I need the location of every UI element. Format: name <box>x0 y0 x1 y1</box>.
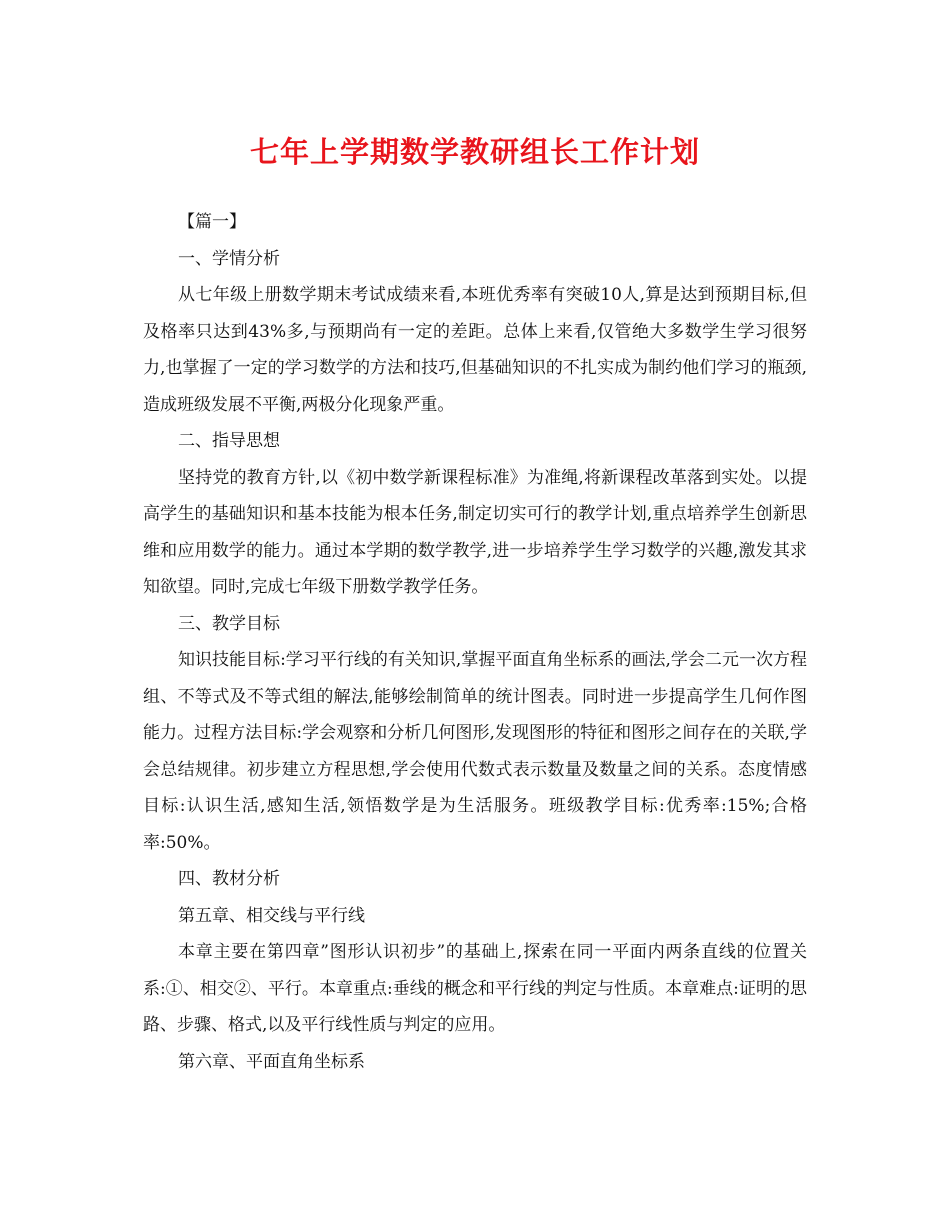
heading-teaching-goals: 三、教学目标 <box>178 613 280 634</box>
chapter-five-heading: 第五章、相交线与平行线 <box>178 905 365 926</box>
paragraph-teaching-goals: 知识技能目标:学习平行线的有关知识,掌握平面直角坐标系的画法,学会二元一次方程组、不等式及不等式组的解法,能够绘制简单的统计图表。同时进一步提高学生几何作图能力。过程方法目标:学会观察和分析几何图形,发现图形的特征和图形之间存在的关联,学会总结规律。初步建立方程思想,学会使用代数式表示数量及数量之间的关系。态度情感目标:认识生活,感知生活,领悟数学是为生活服务。班级教学目标:优秀率:15%;合格率:50%。 <box>143 650 807 853</box>
paragraph-guiding-ideology: 坚持党的教育方针,以《初中数学新课程标准》为准绳,将新课程改革落到实处。以提高学生的基础知识和基本技能为根本任务,制定切实可行的教学计划,重点培养学生创新思维和应用数学的能力。通过本学期的数学教学,进一步培养学生学习数学的兴趣,激发其求知欲望。同时,完成七年级下册数学教学任务。 <box>143 467 807 597</box>
section-marker: 【篇一】 <box>178 212 246 232</box>
chapter-six-heading: 第六章、平面直角坐标系 <box>178 1051 365 1072</box>
document-body <box>143 204 807 1080</box>
paragraph-student-analysis: 从七年级上册数学期末考试成绩来看,本班优秀率有突破10人,算是达到预期目标,但及格率只达到43%多,与预期尚有一定的差距。总体上来看,仅管绝大多数学生学习很努力,也掌握了一定的学习数学的方法和技巧,但基础知识的不扎实成为制约他们学习的瓶颈,造成班级发展不平衡,两极分化现象严重。 <box>143 285 807 415</box>
document-title: 七年上学期数学教研组长工作计划 <box>249 135 700 169</box>
heading-textbook-analysis: 四、教材分析 <box>178 869 280 889</box>
heading-guiding-ideology: 二、指导思想 <box>178 431 280 451</box>
heading-student-analysis: 一、学情分析 <box>178 248 280 269</box>
paragraph-chapter-five: 本章主要在第四章”图形认识初步”的基础上,探索在同一平面内两条直线的位置关系:①、相交②、平行。本章重点:垂线的概念和平行线的判定与性质。本章难点:证明的思路、步骤、格式,以及平行线性质与判定的应用。 <box>143 942 807 1035</box>
